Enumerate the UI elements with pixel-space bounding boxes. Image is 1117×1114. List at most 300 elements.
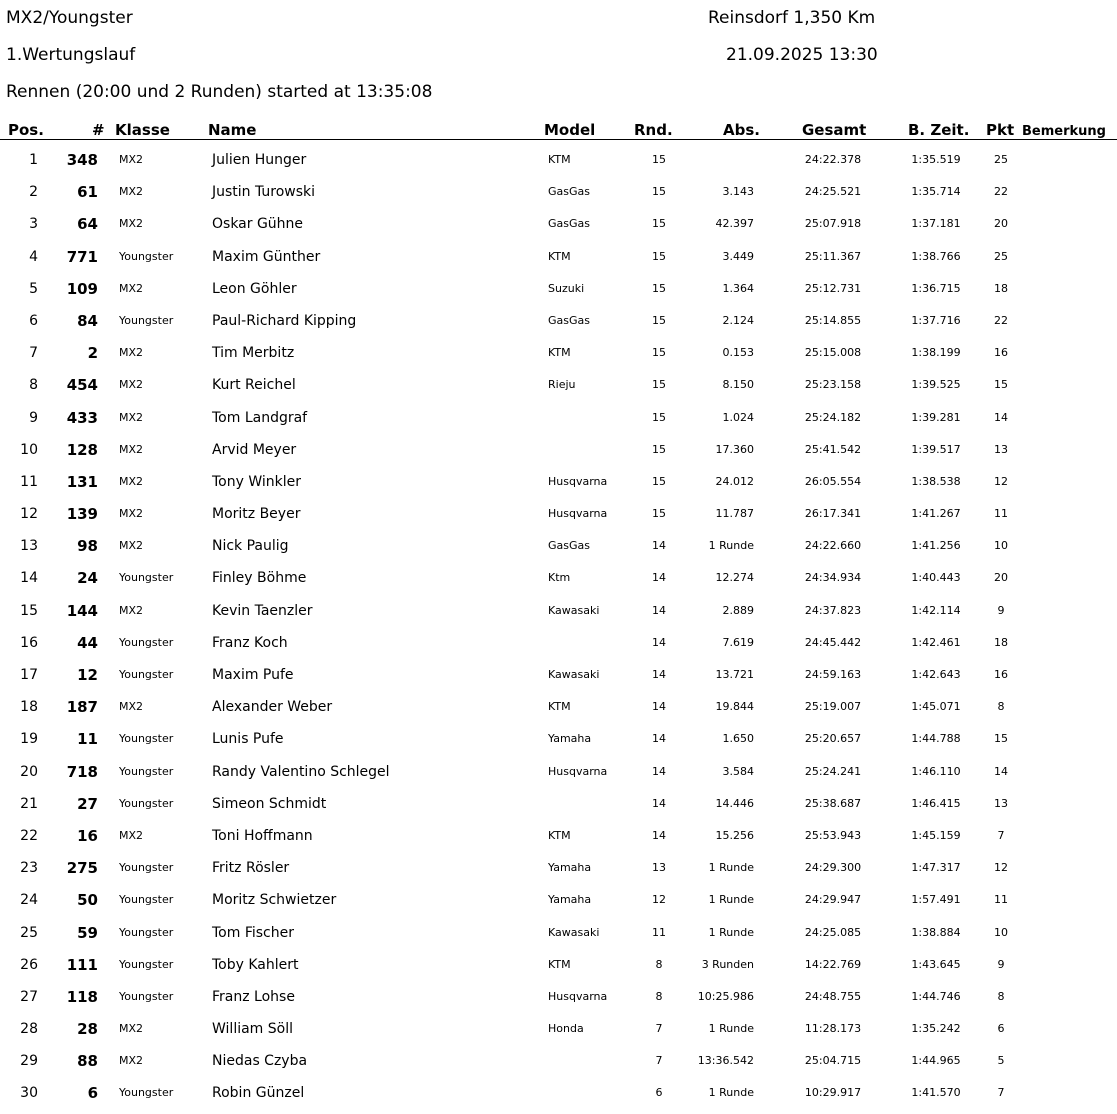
cell-name: Maxim Pufe — [212, 667, 294, 683]
cell-total-time: 25:53.943 — [804, 828, 862, 842]
cell-model: GasGas — [548, 185, 590, 199]
cell-rounds: 12 — [652, 893, 666, 907]
cell-points: 6 — [997, 1022, 1005, 1036]
run-title: 1.Wertungslauf — [6, 45, 136, 65]
cell-pos: 9 — [29, 409, 38, 426]
cell-total-time: 25:23.158 — [804, 378, 862, 392]
cell-model: Suzuki — [548, 281, 585, 295]
cell-points: 22 — [994, 185, 1008, 199]
cell-rounds: 15 — [652, 281, 666, 295]
cell-points: 11 — [994, 893, 1008, 907]
cell-best-lap: 1:47.317 — [911, 861, 961, 875]
cell-number: 28 — [77, 1020, 98, 1039]
table-row — [0, 369, 1117, 401]
category-title: MX2/Youngster — [6, 8, 133, 28]
cell-best-lap: 1:35.242 — [911, 1022, 961, 1036]
cell-number: 24 — [77, 569, 98, 588]
cell-name: Leon Göhler — [212, 280, 297, 297]
table-row — [0, 562, 1117, 594]
cell-rounds: 15 — [652, 346, 666, 360]
cell-klasse: Youngster — [119, 989, 174, 1003]
cell-pos: 26 — [20, 956, 38, 973]
cell-total-time: 24:29.947 — [804, 893, 862, 907]
cell-total-time: 25:15.008 — [804, 346, 862, 360]
cell-number: 128 — [66, 440, 98, 459]
cell-klasse: MX2 — [119, 539, 144, 553]
cell-name: Niedas Czyba — [212, 1053, 308, 1070]
cell-points: 22 — [994, 313, 1008, 327]
cell-total-time: 24:45.442 — [804, 635, 862, 649]
cell-points: 15 — [994, 732, 1008, 746]
cell-klasse: Youngster — [119, 313, 174, 327]
cell-name: Fritz Rösler — [212, 860, 290, 877]
cell-rounds: 14 — [652, 539, 666, 553]
cell-points: 20 — [994, 217, 1008, 231]
cell-klasse: Youngster — [119, 861, 174, 875]
cell-rounds: 14 — [652, 700, 666, 714]
cell-pos: 2 — [29, 184, 38, 201]
cell-klasse: Youngster — [119, 796, 174, 810]
cell-rounds: 14 — [652, 764, 666, 778]
cell-rounds: 14 — [652, 828, 666, 842]
cell-total-time: 24:29.300 — [804, 861, 862, 875]
cell-number: 12 — [77, 666, 98, 684]
cell-rounds: 15 — [652, 474, 666, 488]
cell-total-time: 24:22.378 — [804, 153, 862, 166]
cell-best-lap: 1:41.256 — [911, 539, 961, 553]
cell-total-time: 25:04.715 — [804, 1054, 862, 1068]
cell-number: 718 — [66, 762, 98, 781]
cell-klasse: Youngster — [119, 925, 174, 939]
cell-points: 16 — [994, 346, 1008, 360]
cell-name: Justin Turowski — [212, 184, 316, 201]
cell-gap: 3.584 — [722, 764, 754, 778]
cell-model: KTM — [548, 249, 571, 263]
cell-gap: 1 Runde — [708, 893, 754, 907]
cell-number: 44 — [77, 633, 98, 652]
cell-best-lap: 1:35.519 — [911, 153, 961, 166]
cell-gap: 1 Runde — [708, 925, 754, 939]
cell-klasse: Youngster — [119, 668, 174, 681]
cell-number: 111 — [66, 955, 98, 974]
cell-total-time: 26:05.554 — [804, 474, 862, 488]
table-row — [0, 788, 1117, 820]
cell-name: Franz Lohse — [212, 988, 295, 1005]
cell-pos: 17 — [20, 667, 38, 683]
cell-total-time: 24:22.660 — [804, 539, 862, 553]
table-row — [0, 723, 1117, 755]
cell-model: Rieju — [548, 378, 576, 392]
cell-model: KTM — [548, 153, 571, 166]
cell-klasse: Youngster — [119, 571, 174, 585]
cell-best-lap: 1:41.570 — [911, 1086, 961, 1100]
cell-model: GasGas — [548, 539, 590, 553]
cell-points: 12 — [994, 861, 1008, 875]
cell-name: Arvid Meyer — [212, 441, 297, 458]
col-header-num: # — [92, 121, 105, 139]
cell-name: Oskar Gühne — [212, 216, 304, 233]
cell-name: Moritz Beyer — [212, 506, 301, 523]
cell-pos: 30 — [20, 1085, 38, 1102]
table-row — [0, 305, 1117, 337]
col-header-pkt: Pkt — [986, 121, 1015, 139]
cell-gap: 13:36.542 — [697, 1054, 754, 1068]
cell-gap: 11.787 — [715, 507, 754, 521]
cell-best-lap: 1:46.415 — [911, 796, 961, 810]
cell-name: Tim Merbitz — [212, 345, 295, 362]
cell-pos: 24 — [20, 892, 38, 909]
table-row — [0, 595, 1117, 627]
cell-klasse: MX2 — [119, 507, 144, 521]
cell-points: 10 — [994, 539, 1008, 553]
cell-number: 275 — [66, 859, 98, 878]
cell-points: 18 — [994, 281, 1008, 295]
cell-number: 187 — [66, 698, 98, 717]
cell-klasse: MX2 — [119, 474, 144, 488]
cell-total-time: 24:25.521 — [804, 185, 862, 199]
cell-points: 11 — [994, 507, 1008, 521]
cell-number: 27 — [77, 794, 98, 813]
cell-rounds: 14 — [652, 668, 666, 681]
cell-best-lap: 1:37.181 — [911, 217, 961, 231]
cell-number: 771 — [66, 247, 98, 266]
cell-klasse: MX2 — [119, 603, 144, 617]
cell-best-lap: 1:39.525 — [911, 378, 961, 392]
cell-gap: 3 Runden — [701, 957, 754, 971]
cell-best-lap: 1:39.517 — [911, 442, 961, 456]
cell-number: 2 — [87, 344, 98, 363]
cell-rounds: 8 — [655, 957, 663, 971]
cell-rounds: 15 — [652, 410, 666, 424]
cell-gap: 1.024 — [722, 410, 754, 424]
cell-pos: 12 — [20, 506, 38, 523]
table-row — [0, 1045, 1117, 1077]
cell-best-lap: 1:42.461 — [911, 635, 961, 649]
cell-total-time: 25:38.687 — [804, 796, 862, 810]
cell-model: KTM — [548, 346, 571, 360]
cell-best-lap: 1:37.716 — [911, 313, 961, 327]
cell-total-time: 25:41.542 — [804, 442, 862, 456]
cell-gap: 10:25.986 — [697, 989, 754, 1003]
cell-points: 9 — [997, 957, 1005, 971]
cell-points: 12 — [994, 474, 1008, 488]
cell-best-lap: 1:35.714 — [911, 185, 961, 199]
cell-klasse: MX2 — [119, 185, 144, 199]
cell-rounds: 13 — [652, 861, 666, 875]
cell-pos: 13 — [20, 538, 38, 555]
cell-number: 16 — [77, 826, 98, 845]
cell-name: Simeon Schmidt — [212, 795, 327, 812]
cell-number: 348 — [66, 151, 98, 169]
cell-model: Yamaha — [548, 732, 592, 746]
cell-number: 98 — [77, 537, 98, 556]
cell-pos: 7 — [29, 345, 38, 362]
cell-rounds: 6 — [655, 1086, 663, 1100]
cell-best-lap: 1:44.746 — [911, 989, 961, 1003]
cell-rounds: 14 — [652, 732, 666, 746]
cell-total-time: 26:17.341 — [804, 507, 862, 521]
cell-best-lap: 1:44.788 — [911, 732, 961, 746]
cell-model: Kawasaki — [548, 925, 600, 939]
cell-best-lap: 1:57.491 — [911, 893, 961, 907]
cell-name: Kevin Taenzler — [212, 602, 313, 619]
cell-klasse: MX2 — [119, 281, 144, 295]
cell-pos: 16 — [20, 634, 38, 651]
cell-total-time: 24:34.934 — [804, 571, 862, 585]
cell-rounds: 8 — [655, 989, 663, 1003]
cell-model: Husqvarna — [548, 507, 608, 521]
cell-pos: 4 — [29, 248, 38, 265]
cell-name: Tom Fischer — [212, 924, 294, 941]
cell-number: 144 — [66, 601, 98, 620]
table-row — [0, 852, 1117, 884]
cell-gap: 1 Runde — [708, 861, 754, 875]
cell-klasse: MX2 — [119, 1022, 144, 1036]
cell-total-time: 11:28.173 — [804, 1022, 862, 1036]
col-header-name: Name — [208, 121, 257, 139]
cell-gap: 14.446 — [715, 796, 754, 810]
cell-model: Ktm — [548, 571, 571, 585]
cell-pos: 28 — [20, 1021, 38, 1038]
cell-number: 59 — [77, 923, 98, 942]
cell-pos: 11 — [20, 473, 38, 490]
cell-rounds: 15 — [652, 442, 666, 456]
cell-model: Husqvarna — [548, 764, 608, 778]
cell-points: 10 — [994, 925, 1008, 939]
table-row — [0, 884, 1117, 916]
cell-best-lap: 1:42.643 — [911, 668, 961, 681]
cell-gap: 24.012 — [715, 474, 754, 488]
cell-best-lap: 1:45.071 — [911, 700, 961, 714]
table-row — [0, 981, 1117, 1013]
cell-gap: 1 Runde — [708, 1086, 754, 1100]
cell-number: 50 — [77, 891, 98, 910]
cell-klasse: MX2 — [119, 346, 144, 360]
table-row — [0, 337, 1117, 369]
col-header-rnd: Rnd. — [634, 121, 673, 139]
cell-name: Robin Günzel — [212, 1085, 305, 1102]
cell-name: Franz Koch — [212, 634, 288, 651]
cell-points: 16 — [994, 668, 1008, 681]
cell-rounds: 7 — [655, 1054, 663, 1068]
cell-total-time: 25:14.855 — [804, 313, 862, 327]
cell-name: Alexander Weber — [212, 699, 333, 716]
cell-name: Paul-Richard Kipping — [212, 312, 357, 329]
cell-gap: 3.143 — [722, 185, 754, 199]
table-row — [0, 1013, 1117, 1045]
cell-total-time: 25:20.657 — [804, 732, 862, 746]
cell-best-lap: 1:40.443 — [911, 571, 961, 585]
cell-gap: 19.844 — [715, 700, 754, 714]
col-header-pos: Pos. — [8, 121, 44, 139]
cell-klasse: MX2 — [119, 153, 144, 166]
cell-pos: 14 — [20, 570, 38, 587]
cell-rounds: 14 — [652, 571, 666, 585]
cell-total-time: 24:37.823 — [804, 603, 862, 617]
cell-name: Tony Winkler — [212, 473, 302, 490]
cell-gap: 3.449 — [722, 249, 754, 263]
cell-total-time: 25:24.241 — [804, 764, 862, 778]
cell-number: 118 — [66, 987, 98, 1006]
cell-pos: 29 — [20, 1053, 38, 1070]
cell-model: Husqvarna — [548, 474, 608, 488]
cell-pos: 22 — [20, 827, 38, 844]
cell-model: KTM — [548, 957, 571, 971]
cell-gap: 1 Runde — [708, 1022, 754, 1036]
cell-best-lap: 1:46.110 — [911, 764, 961, 778]
cell-best-lap: 1:36.715 — [911, 281, 961, 295]
col-header-gesamt: Gesamt — [802, 121, 867, 139]
col-header-klasse: Klasse — [115, 121, 170, 139]
cell-model: Kawasaki — [548, 668, 600, 681]
cell-number: 109 — [66, 279, 98, 298]
cell-model: GasGas — [548, 217, 590, 231]
cell-best-lap: 1:42.114 — [911, 603, 961, 617]
cell-pos: 21 — [20, 795, 38, 812]
cell-best-lap: 1:38.766 — [911, 249, 961, 263]
cell-best-lap: 1:43.645 — [911, 957, 961, 971]
cell-pos: 25 — [20, 924, 38, 941]
cell-total-time: 10:29.917 — [804, 1086, 862, 1100]
cell-best-lap: 1:39.281 — [911, 410, 961, 424]
table-row — [0, 498, 1117, 530]
cell-gap: 42.397 — [715, 217, 754, 231]
cell-points: 13 — [994, 796, 1008, 810]
cell-model: GasGas — [548, 313, 590, 327]
cell-rounds: 14 — [652, 635, 666, 649]
cell-total-time: 25:24.182 — [804, 410, 862, 424]
cell-name: Toby Kahlert — [212, 956, 299, 973]
cell-number: 88 — [77, 1052, 98, 1071]
cell-model: Yamaha — [548, 861, 592, 875]
cell-points: 7 — [997, 1086, 1005, 1100]
cell-points: 25 — [994, 153, 1008, 166]
cell-total-time: 24:48.755 — [804, 989, 862, 1003]
cell-model: Yamaha — [548, 893, 592, 907]
cell-total-time: 24:59.163 — [804, 668, 862, 681]
table-row — [0, 466, 1117, 498]
cell-klasse: MX2 — [119, 217, 144, 231]
cell-points: 20 — [994, 571, 1008, 585]
cell-best-lap: 1:38.538 — [911, 474, 961, 488]
cell-klasse: MX2 — [119, 700, 144, 714]
cell-points: 13 — [994, 442, 1008, 456]
table-row — [0, 627, 1117, 659]
cell-gap: 2.124 — [722, 313, 754, 327]
table-row — [0, 434, 1117, 466]
cell-best-lap: 1:38.199 — [911, 346, 961, 360]
cell-klasse: Youngster — [119, 957, 174, 971]
cell-klasse: MX2 — [119, 442, 144, 456]
cell-best-lap: 1:44.965 — [911, 1054, 961, 1068]
cell-klasse: Youngster — [119, 764, 174, 778]
cell-rounds: 14 — [652, 796, 666, 810]
cell-rounds: 14 — [652, 603, 666, 617]
header-divider — [0, 139, 1117, 140]
cell-rounds: 15 — [652, 153, 666, 166]
cell-name: Finley Böhme — [212, 570, 307, 587]
cell-klasse: Youngster — [119, 893, 174, 907]
table-row — [0, 1077, 1117, 1109]
cell-klasse: MX2 — [119, 1054, 144, 1068]
col-header-bemerkung: Bemerkung — [1022, 124, 1106, 139]
cell-gap: 1.364 — [722, 281, 754, 295]
cell-name: Tom Landgraf — [212, 409, 308, 426]
table-row — [0, 659, 1117, 691]
cell-gap: 17.360 — [715, 442, 754, 456]
cell-number: 61 — [77, 183, 98, 202]
cell-points: 9 — [997, 603, 1005, 617]
cell-best-lap: 1:45.159 — [911, 828, 961, 842]
cell-total-time: 24:25.085 — [804, 925, 862, 939]
table-row — [0, 820, 1117, 852]
cell-name: Kurt Reichel — [212, 377, 296, 394]
table-row — [0, 144, 1117, 176]
cell-pos: 1 — [29, 152, 38, 168]
cell-pos: 5 — [29, 280, 38, 297]
track-info: Reinsdorf 1,350 Km — [708, 8, 876, 28]
cell-rounds: 15 — [652, 313, 666, 327]
cell-rounds: 11 — [652, 925, 666, 939]
cell-points: 5 — [997, 1054, 1005, 1068]
cell-gap: 12.274 — [715, 571, 754, 585]
cell-model: KTM — [548, 828, 571, 842]
cell-klasse: MX2 — [119, 378, 144, 392]
cell-klasse: Youngster — [119, 732, 174, 746]
cell-points: 14 — [994, 410, 1008, 424]
cell-name: William Söll — [212, 1021, 293, 1038]
cell-points: 8 — [997, 989, 1005, 1003]
cell-best-lap: 1:38.884 — [911, 925, 961, 939]
cell-total-time: 25:12.731 — [804, 281, 862, 295]
table-row — [0, 756, 1117, 788]
cell-name: Toni Hoffmann — [212, 827, 313, 844]
cell-klasse: MX2 — [119, 410, 144, 424]
cell-gap: 8.150 — [722, 378, 754, 392]
cell-pos: 18 — [20, 699, 38, 716]
cell-klasse: MX2 — [119, 828, 144, 842]
cell-gap: 1 Runde — [708, 539, 754, 553]
col-header-abs: Abs. — [723, 121, 760, 139]
cell-gap: 1.650 — [722, 732, 754, 746]
table-row — [0, 917, 1117, 949]
cell-number: 84 — [77, 311, 98, 330]
cell-model: Honda — [548, 1022, 584, 1036]
cell-pos: 10 — [20, 441, 38, 458]
cell-total-time: 25:19.007 — [804, 700, 862, 714]
cell-name: Nick Paulig — [212, 538, 289, 555]
table-row — [0, 530, 1117, 562]
cell-klasse: Youngster — [119, 1086, 174, 1100]
cell-pos: 20 — [20, 763, 38, 780]
cell-points: 7 — [997, 828, 1005, 842]
results-table — [0, 144, 1117, 1110]
cell-total-time: 25:11.367 — [804, 249, 862, 263]
cell-model: Husqvarna — [548, 989, 608, 1003]
cell-rounds: 15 — [652, 378, 666, 392]
table-row — [0, 691, 1117, 723]
cell-klasse: Youngster — [119, 249, 174, 263]
cell-best-lap: 1:41.267 — [911, 507, 961, 521]
cell-name: Lunis Pufe — [212, 731, 284, 748]
cell-name: Julien Hunger — [212, 152, 307, 168]
cell-number: 6 — [87, 1084, 98, 1103]
race-datetime: 21.09.2025 13:30 — [726, 45, 878, 65]
cell-number: 433 — [66, 408, 98, 427]
cell-pos: 15 — [20, 602, 38, 619]
cell-points: 14 — [994, 764, 1008, 778]
race-info: Rennen (20:00 und 2 Runden) started at 13:35:08 — [6, 82, 433, 102]
